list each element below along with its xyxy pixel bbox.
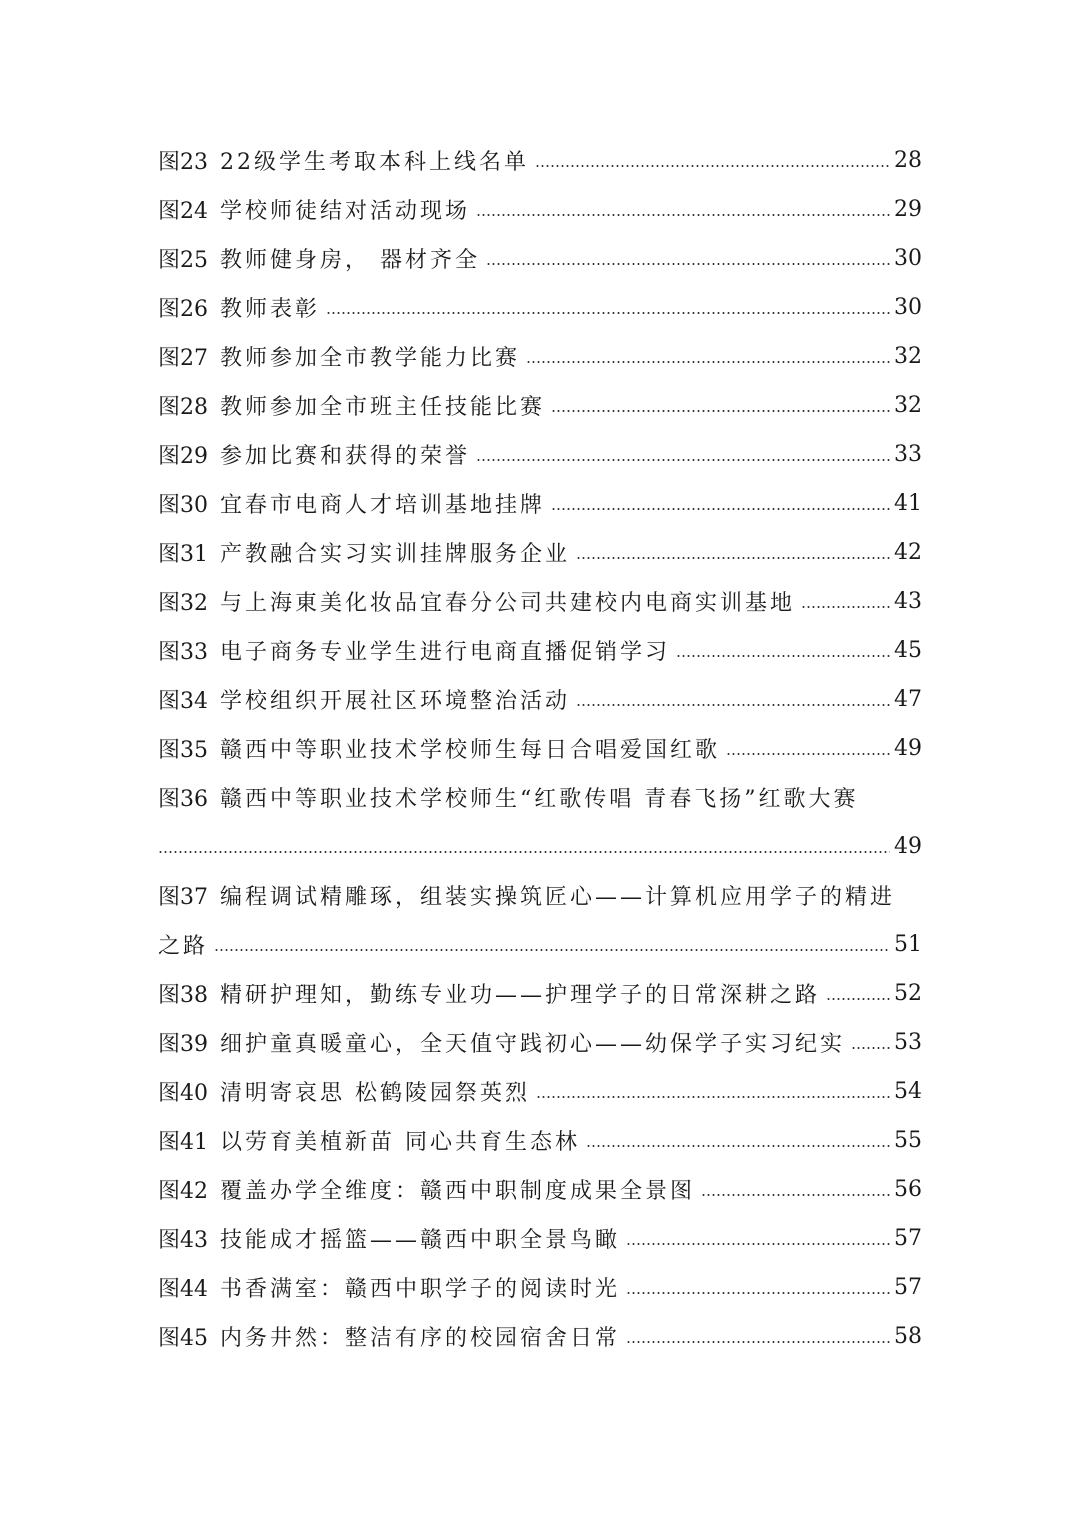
toc-page-number: 55 [894,1128,922,1153]
toc-page-number: 33 [894,442,922,467]
toc-entry-label: 图32 与上海東美化妆品宜春分公司共建校内电商实训基地 [158,586,801,617]
toc-page-number: 43 [894,589,922,614]
toc-page-number: 56 [894,1177,922,1202]
toc-page-number: 57 [894,1275,922,1300]
toc-entry-label: 图44 书香满室：赣西中职学子的阅读时光 [158,1272,626,1303]
toc-entry[interactable] [158,283,922,332]
toc-page-number: 42 [894,540,922,565]
toc-entry[interactable] [158,1116,922,1165]
toc-entry[interactable] [158,1214,922,1263]
toc-page-number: 41 [894,491,922,516]
dot-leader [826,998,890,1000]
toc-entry[interactable] [158,1165,922,1214]
dot-leader [576,704,890,706]
dot-leader [158,851,890,853]
toc-entry[interactable] [158,381,922,430]
toc-page-number: 47 [894,687,922,712]
toc-entry-label: 图29 参加比赛和获得的荣誉 [158,439,476,470]
dot-leader [214,949,890,951]
toc-page-number: 58 [894,1324,922,1349]
dot-leader [526,361,890,363]
toc-entry[interactable] [158,479,922,528]
toc-entry-label: 图37 编程调试精雕琢，组装实操筑匠心——计算机应用学子的精进 [158,880,901,911]
toc-entry[interactable] [158,234,922,283]
toc-page-number: 30 [894,295,922,320]
toc-page-number: 45 [894,638,922,663]
toc-entry-label: 图28 教师参加全市班主任技能比赛 [158,390,551,421]
toc-entry-label: 图24 学校师徒结对活动现场 [158,194,476,225]
dot-leader [476,459,890,461]
dot-leader [851,1047,890,1049]
toc-entry[interactable] [158,626,922,675]
toc-entry-label: 图25 教师健身房， 器材齐全 [158,243,486,274]
toc-entry-label: 图40 清明寄哀思 松鹤陵园祭英烈 [158,1076,536,1107]
dot-leader [535,165,890,167]
toc-entry[interactable] [158,1263,922,1312]
toc-page-number: 54 [894,1079,922,1104]
dot-leader [551,508,890,510]
toc-page-number: 49 [894,834,922,859]
toc-entry[interactable] [158,1312,922,1361]
toc-page-number: 28 [894,148,922,173]
toc-entry[interactable] [158,969,922,1018]
toc-page-number: 32 [894,344,922,369]
toc-entry-label: 图30 宜春市电商人才培训基地挂牌 [158,488,551,519]
toc-entry-continuation[interactable] [158,920,922,969]
toc-entry-label: 图33 电子商务专业学生进行电商直播促销学习 [158,635,676,666]
toc-entry-label: 图42 覆盖办学全维度：赣西中职制度成果全景图 [158,1174,701,1205]
toc-entry[interactable] [158,430,922,479]
toc-entry[interactable] [158,724,922,773]
toc-entry-label: 图31 产教融合实习实训挂牌服务企业 [158,537,576,568]
toc-entry-label: 图43 技能成才摇篮——赣西中职全景鸟瞰 [158,1223,626,1254]
dot-leader [576,557,890,559]
dot-leader [626,1341,890,1343]
toc-page-number: 53 [894,1030,922,1055]
dot-leader [486,263,890,265]
dot-leader [676,655,890,657]
dot-leader [476,214,890,216]
dot-leader [701,1194,890,1196]
dot-leader [551,410,890,412]
toc-page-number: 30 [894,246,922,271]
dot-leader [726,753,890,755]
dot-leader [626,1243,890,1245]
toc-entry[interactable] [158,1067,922,1116]
toc-page-number: 52 [894,981,922,1006]
toc-entry-label: 图36 赣西中等职业技术学校师生“红歌传唱 青春飞扬”红歌大赛 [158,782,865,813]
toc-entry-label: 图39 细护童真暖童心，全天值守践初心——幼保学子实习纪实 [158,1027,851,1058]
toc-entry-continuation[interactable] [158,822,922,871]
toc-entry[interactable] [158,871,922,920]
toc-entry-label: 图27 教师参加全市教学能力比赛 [158,341,526,372]
toc-entry[interactable] [158,1018,922,1067]
toc-entry[interactable] [158,332,922,381]
toc-entry[interactable] [158,136,922,185]
toc-entry[interactable] [158,577,922,626]
toc-entry-label: 图35 赣西中等职业技术学校师生每日合唱爱国红歌 [158,733,726,764]
dot-leader [326,312,890,314]
toc-entry[interactable] [158,773,922,822]
dot-leader [536,1096,890,1098]
toc-entry-label: 图41 以劳育美植新苗 同心共育生态林 [158,1125,586,1156]
toc-page-number: 49 [894,736,922,761]
toc-entry[interactable] [158,185,922,234]
dot-leader [801,606,890,608]
toc-entry[interactable] [158,528,922,577]
toc-entry-label: 图45 内务井然：整洁有序的校园宿舍日常 [158,1321,626,1352]
toc-page-number: 57 [894,1226,922,1251]
toc-entry[interactable] [158,675,922,724]
toc-page-number: 32 [894,393,922,418]
toc-continuation-text: 之路 [158,929,214,960]
figure-table-of-contents [158,136,922,1361]
toc-entry-label: 图26 教师表彰 [158,292,326,323]
toc-entry-label: 图38 精研护理知，勤练专业功——护理学子的日常深耕之路 [158,978,826,1009]
toc-entry-label: 图23 22级学生考取本科上线名单 [158,145,535,176]
toc-page-number: 51 [894,932,922,957]
toc-entry-label: 图34 学校组织开展社区环境整治活动 [158,684,576,715]
dot-leader [626,1292,890,1294]
toc-page-number: 29 [894,197,922,222]
dot-leader [586,1145,890,1147]
